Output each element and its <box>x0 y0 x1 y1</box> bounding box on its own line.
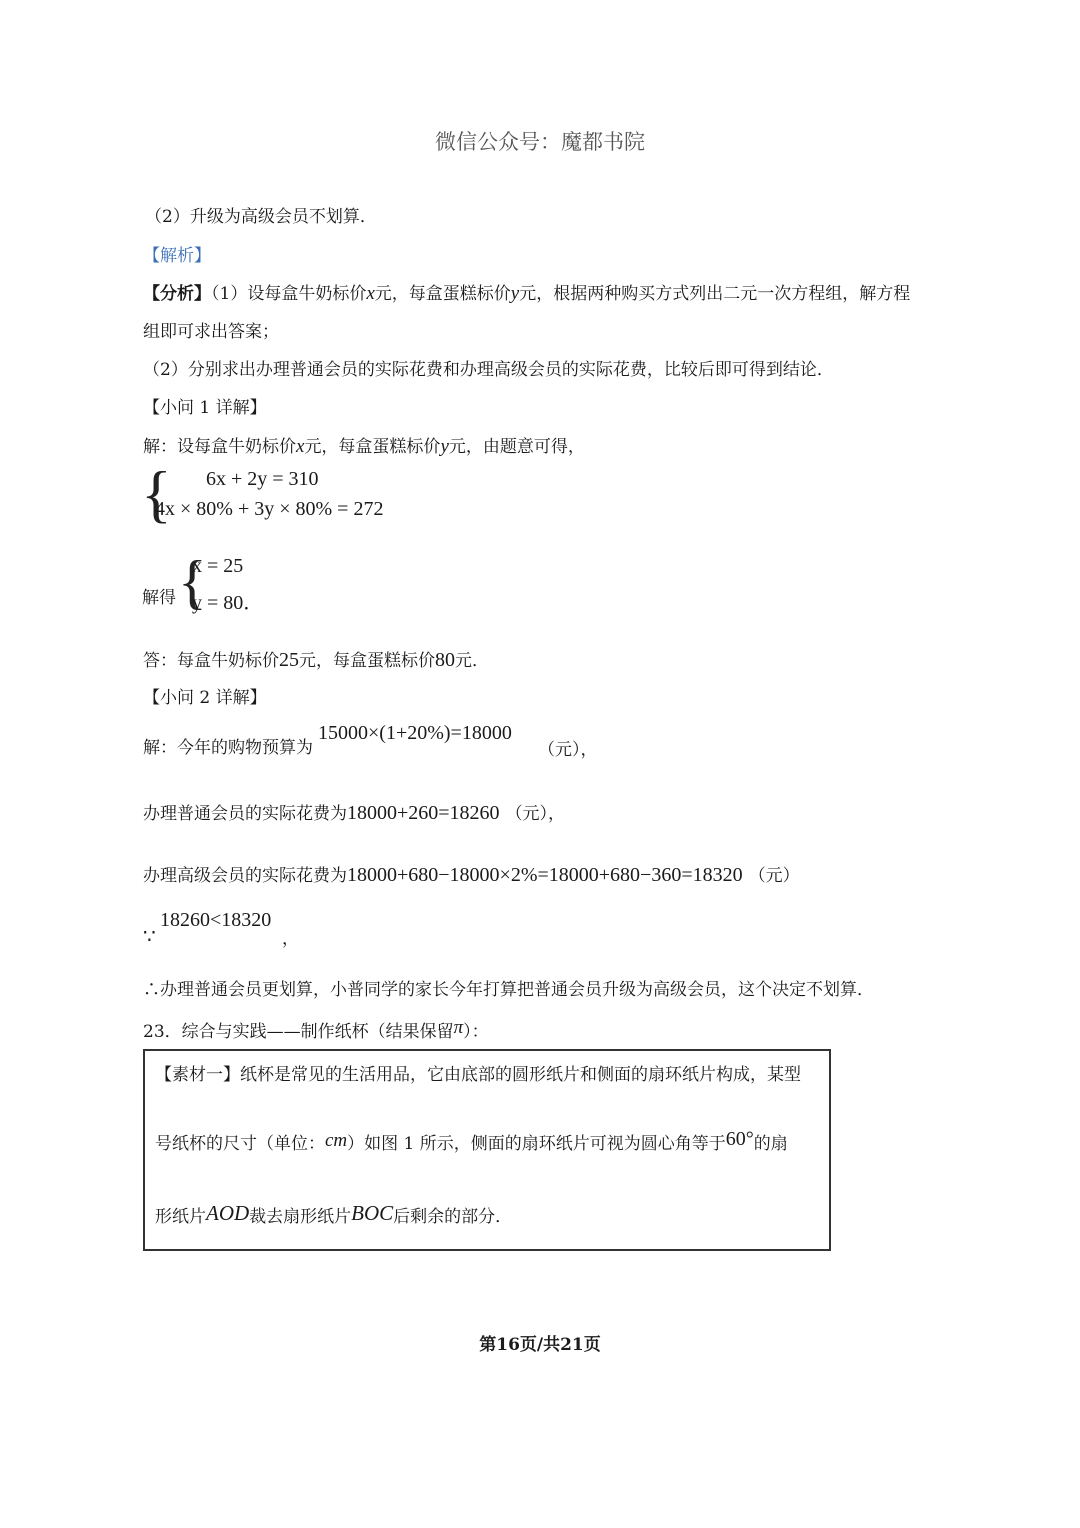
material-line-2-c: 的扇 <box>753 1134 788 1154</box>
material-line-3-b: 裁去扇形纸片 <box>249 1207 352 1227</box>
unit-cm: cm <box>325 1130 348 1151</box>
solution-x: x = 25 <box>192 555 244 577</box>
q2-line-3-math: 18000+680−18000×2%=18000+680−360=18320 <box>347 864 743 886</box>
q2-line-3-text: 办理高级会员的实际花费为 <box>143 866 347 886</box>
equation-1: 6x + 2y = 310 <box>206 468 319 490</box>
q2-line-3 <box>143 863 800 888</box>
answer-part-2: （2）升级为高级会员不划算． <box>145 207 377 227</box>
because-symbol: ∵ <box>143 924 156 948</box>
cake-price: 80 <box>435 649 455 671</box>
pi-symbol: π <box>453 1017 464 1038</box>
angle-60: 60° <box>725 1128 754 1150</box>
q2-line-1-unit: （元）， <box>538 740 598 760</box>
var-x: x <box>296 436 305 457</box>
fenxi-text-c: 元，根据两种购买方式列出二元一次方程组，解方程 <box>519 284 911 304</box>
var-x: x <box>366 283 375 304</box>
conclusion: ∴办理普通会员更划算，小普同学的家长今年打算把普通会员升级为高级会员，这个决定不划算． <box>143 980 874 1000</box>
q1-setup-a: 解：设每盒牛奶标价 <box>143 437 296 457</box>
var-y: y <box>440 436 449 457</box>
solution-y <box>192 586 263 615</box>
fenxi-line-2: 组即可求出答案； <box>143 322 279 342</box>
page-number: 第16页/共21页 <box>479 1335 601 1355</box>
q2-line-1-text: 解：今年的购物预算为 <box>143 738 313 758</box>
var-y: y <box>510 283 520 304</box>
q1-setup-b: 元，每盒蛋糕标价 <box>304 437 441 457</box>
q1-title: 【小问 1 详解】 <box>143 398 267 418</box>
fenxi-tag: 【分析】 <box>143 284 211 304</box>
fenxi-text-b: 元，每盒蛋糕标价 <box>374 284 511 304</box>
material-line-1: 【素材一】纸杯是常见的生活用品，它由底部的圆形纸片和侧面的扇环纸片构成，某型 <box>155 1065 801 1085</box>
equation-2: 4x × 80% + 3y × 80% = 272 <box>155 498 384 520</box>
milk-price: 25 <box>279 649 299 671</box>
q1-answer <box>143 648 489 673</box>
system-brace: { <box>141 458 172 529</box>
q1-setup <box>143 435 585 459</box>
sector-boc: BOC <box>351 1201 394 1225</box>
q23-title <box>143 1016 489 1044</box>
q2-line-2-unit: （元）， <box>505 804 566 824</box>
solve-label: 解得 <box>142 588 176 608</box>
fenxi-text-a: （1）设每盒牛奶标价 <box>211 284 367 304</box>
solution-brace: { <box>178 549 207 615</box>
q2-line-2 <box>143 801 565 826</box>
material-line-3-a: 形纸片 <box>155 1207 206 1227</box>
q1-answer-a: 答：每盒牛奶标价 <box>143 651 279 671</box>
analysis-tag: 【解析】 <box>143 246 211 266</box>
q1-setup-c: 元，由题意可得， <box>448 437 585 457</box>
solution-y-value: y = 80 <box>192 592 244 614</box>
q2-line-2-text: 办理普通会员的实际花费为 <box>143 804 347 824</box>
q1-answer-b: 元，每盒蛋糕标价 <box>299 651 435 671</box>
q2-line-2-math: 18000+260=18260 <box>347 802 500 824</box>
material-line-3 <box>155 1201 512 1229</box>
material-line-3-c: 后剩余的部分． <box>393 1207 513 1227</box>
material-line-2 <box>155 1127 788 1156</box>
q2-line-1-math: 15000×(1+20%)=18000 <box>318 722 512 744</box>
page-header-title: 微信公众号：魔都书院 <box>435 130 645 154</box>
q2-title: 【小问 2 详解】 <box>143 688 267 708</box>
q2-line-3-unit: （元） <box>748 866 800 886</box>
comparison: 18260<18320 <box>160 909 272 931</box>
fenxi-line-1 <box>143 282 910 306</box>
material-box <box>143 1049 831 1251</box>
q1-answer-c: 元． <box>455 651 489 671</box>
material-line-2-b: ）如图 1 所示，侧面的扇环纸片可视为圆心角等于 <box>347 1134 726 1154</box>
solution-end: ． <box>243 592 264 614</box>
q23-title-b: ）： <box>463 1022 489 1042</box>
fenxi-line-3: （2）分别求出办理普通会员的实际花费和办理高级会员的实际花费，比较后即可得到结论． <box>143 360 834 380</box>
sector-aod: AOD <box>206 1201 250 1225</box>
material-line-2-a: 号纸杯的尺寸（单位： <box>155 1134 325 1154</box>
q23-title-a: 23．综合与实践——制作纸杯（结果保留 <box>143 1022 454 1042</box>
comparison-end: ， <box>282 929 299 949</box>
